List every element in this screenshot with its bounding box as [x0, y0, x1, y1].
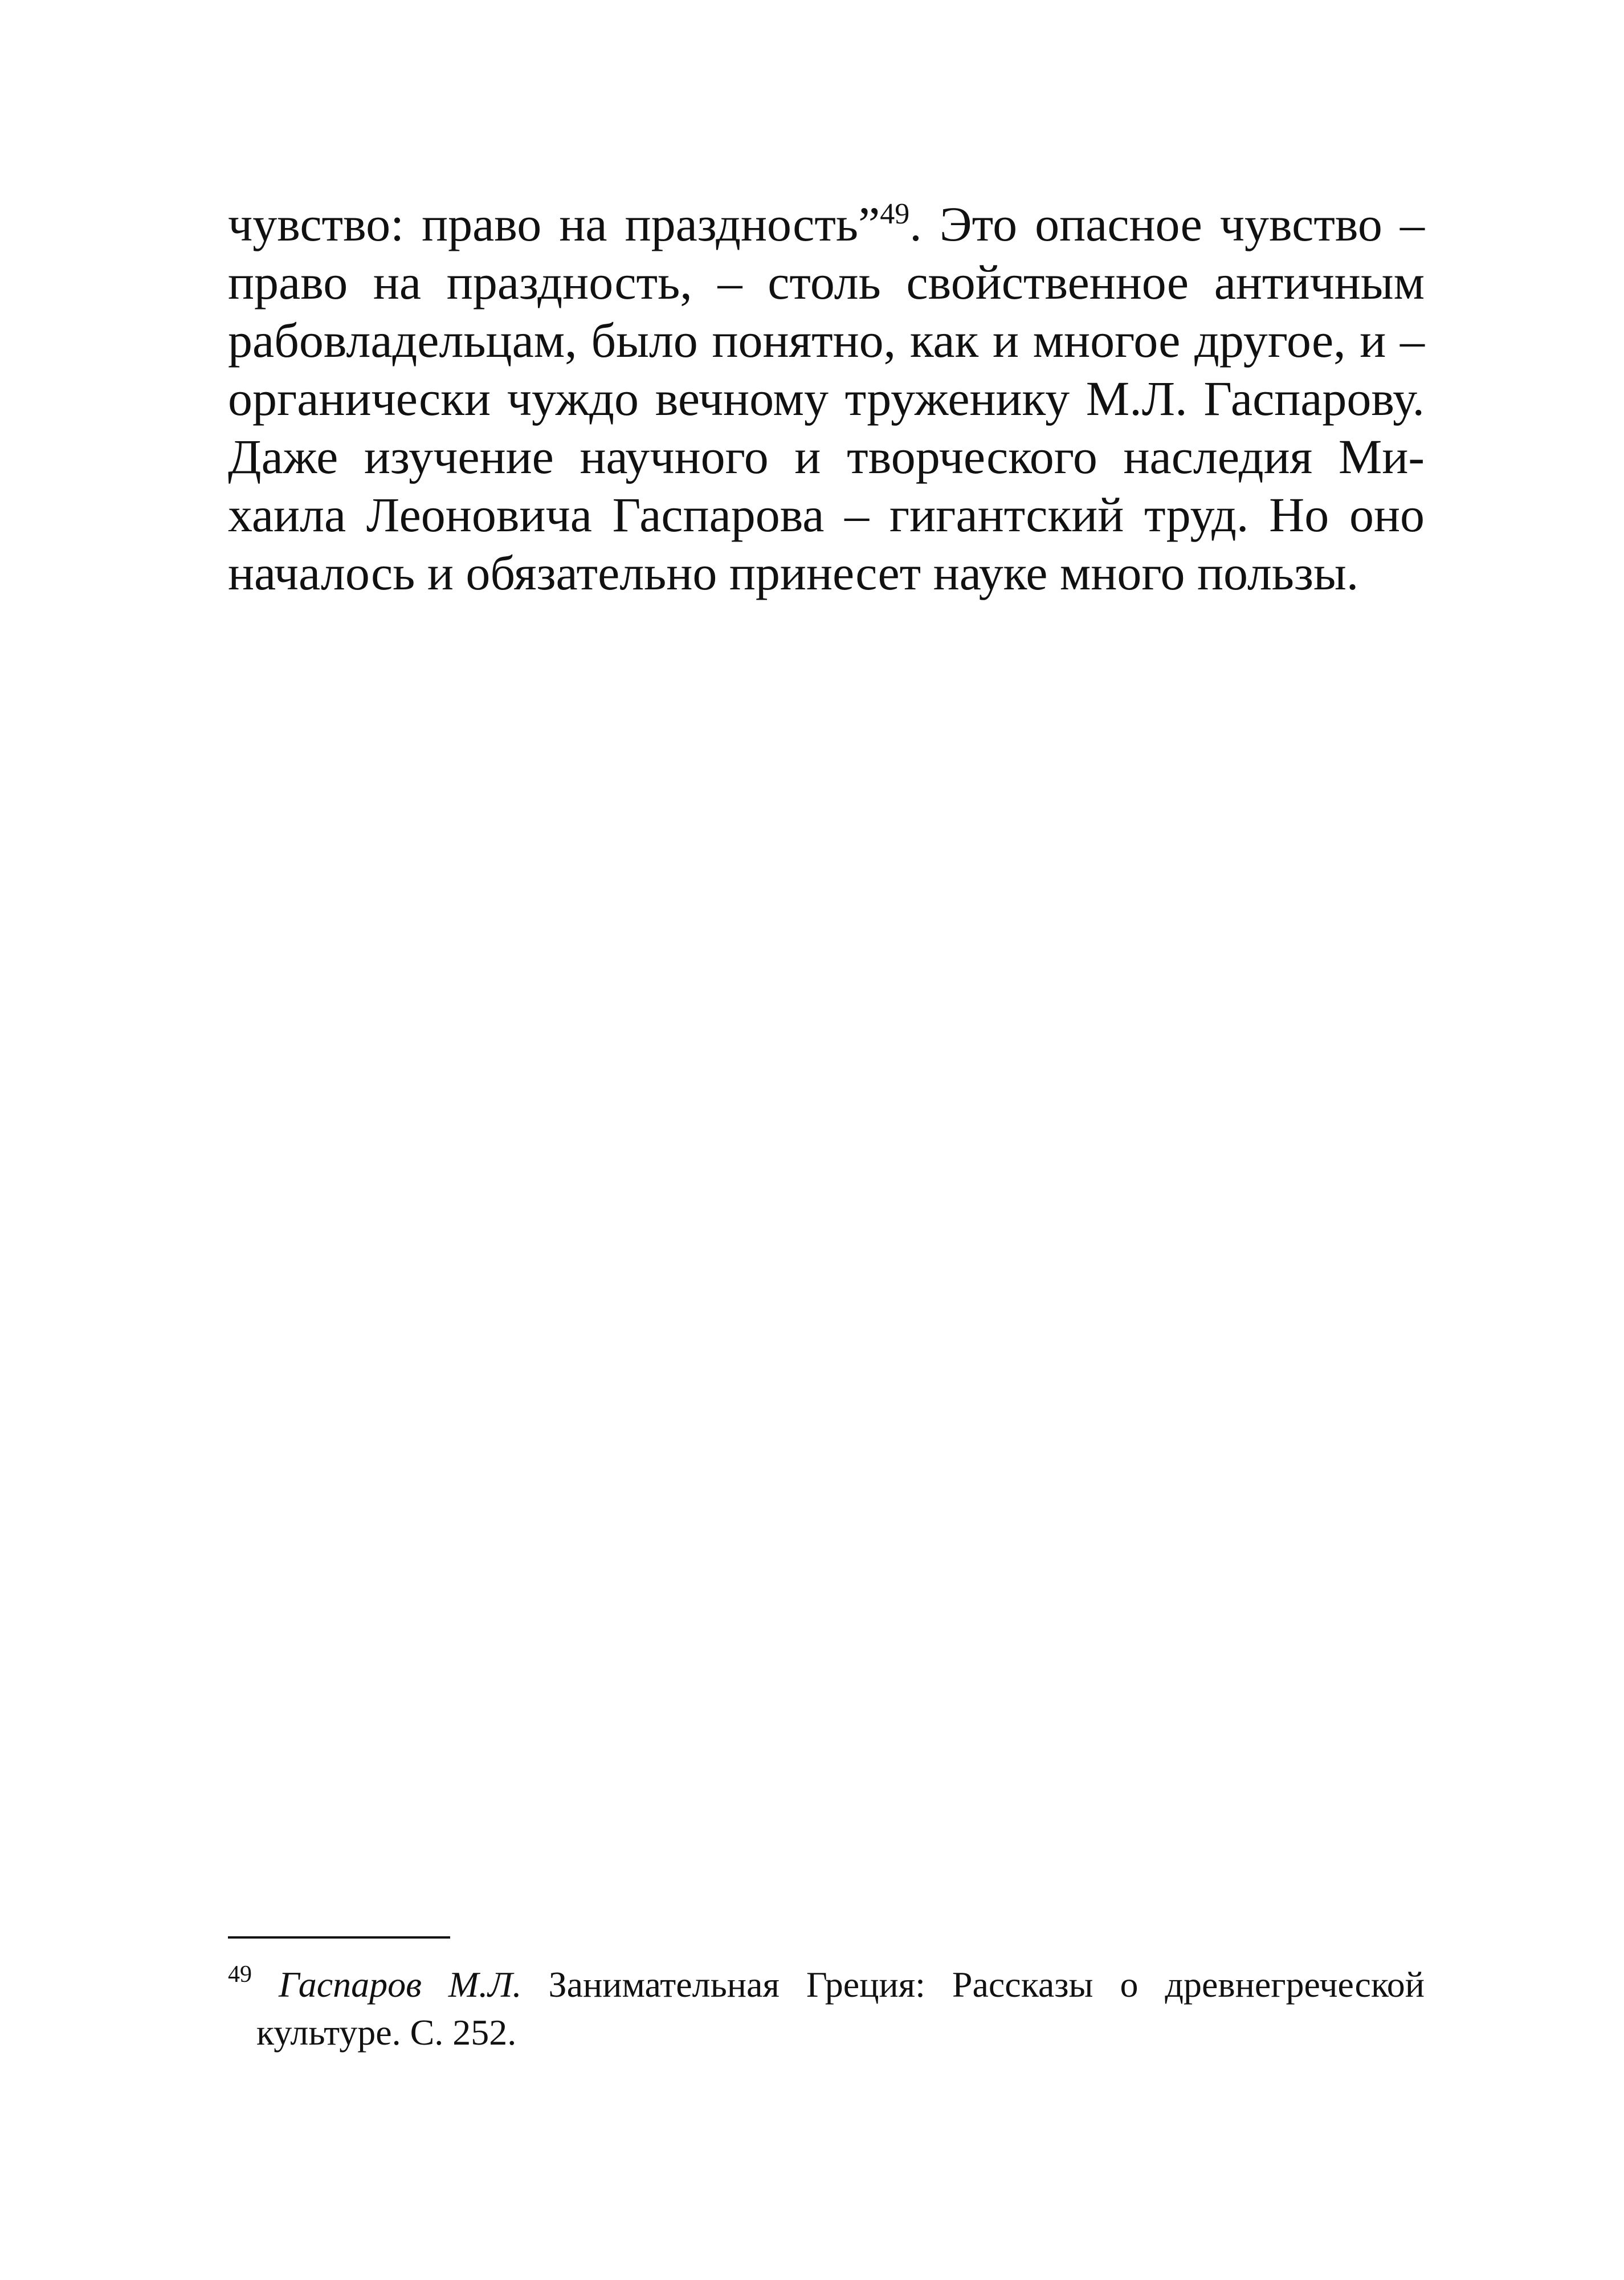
text-segment: . Это опасное чувство –	[909, 197, 1425, 251]
footnote-number: 49	[228, 1961, 252, 1988]
footnote-line	[228, 1961, 1425, 2009]
footnote-text: Занимательная Греция: Рассказы о древнегреческой	[521, 1964, 1425, 2005]
text-line: Даже изучение научного и творческого наследия Ми-	[228, 429, 1425, 484]
footnote-reference: 49	[880, 198, 910, 230]
footnote-author: Гаспаров М.Л.	[278, 1964, 522, 2005]
footnote-separator	[228, 1936, 450, 1939]
text-segment: чувство: право на праздность”	[228, 197, 880, 251]
text-line: органически чуждо вечному труженику М.Л. Гаспарову.	[228, 371, 1425, 426]
text-line	[228, 195, 1425, 253]
text-line: хаила Леоновича Гаспарова – гигантский труд. Но оно	[228, 487, 1425, 542]
text-line-last: началось и обязательно принесет науке много пользы.	[228, 545, 1359, 600]
footnote-line: культуре. С. 252.	[256, 2012, 517, 2053]
text-line: право на праздность, – столь свойственное античным	[228, 255, 1425, 310]
body-paragraph	[228, 195, 1425, 602]
footnote	[228, 1961, 1425, 2057]
text-line: рабовладельцам, было понятно, как и многое другое, и –	[228, 313, 1425, 368]
